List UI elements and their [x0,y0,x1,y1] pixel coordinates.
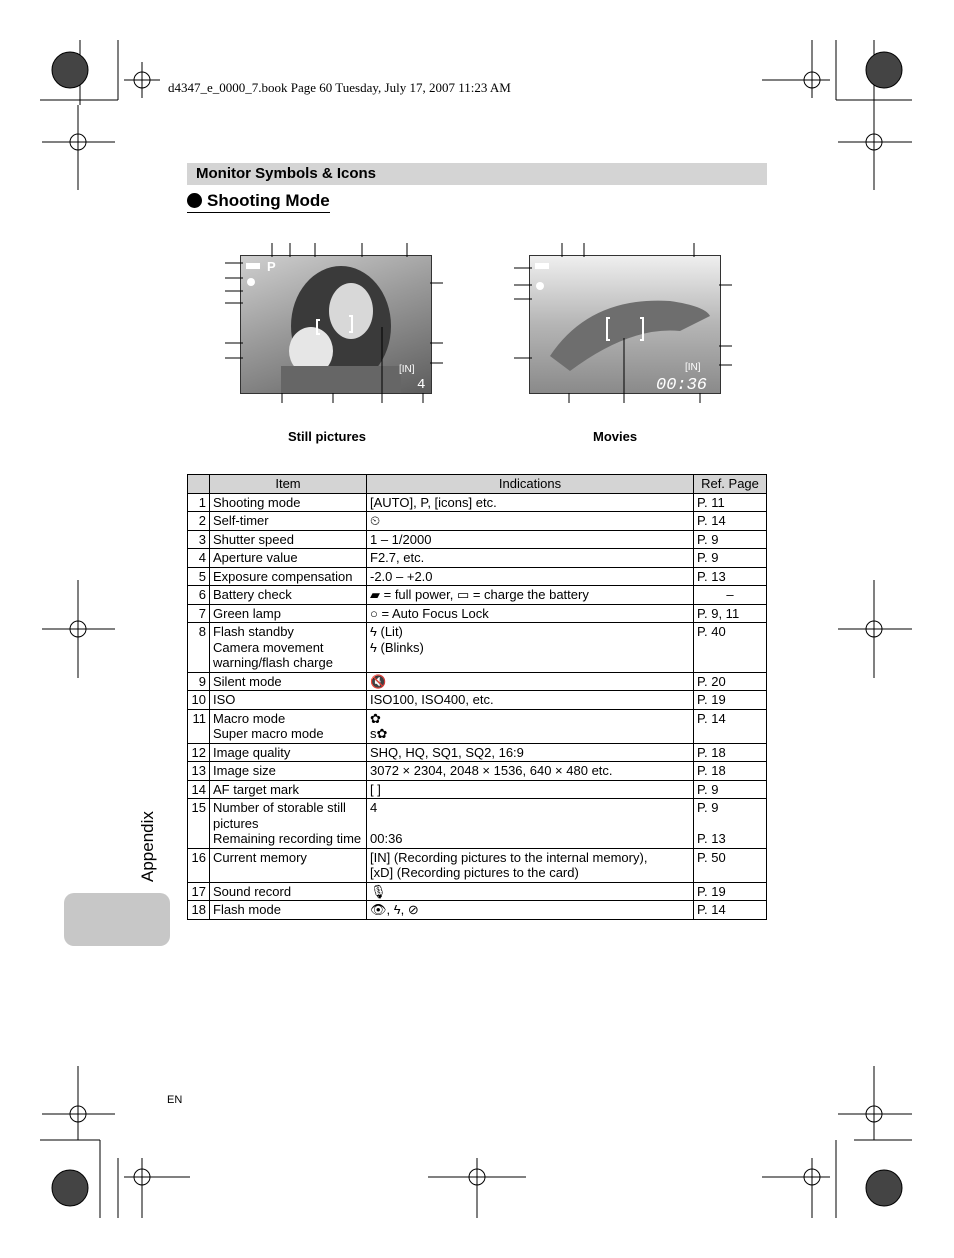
row-ref-page-line: P. 40 [697,624,726,639]
appendix-label: Appendix [138,811,157,882]
row-item-line: ISO [213,692,236,707]
row-item [210,512,367,531]
col-header-indications: Indications [367,475,694,494]
row-number: 18 [188,901,210,920]
row-item-line: AF target mark [213,781,299,797]
row-ref-page [694,780,767,799]
row-ref-page [694,493,767,512]
row-indications [367,672,694,691]
row-ref-page [694,743,767,762]
row-ref-page [694,709,767,743]
row-indications-line: [IN] (Recording pictures to the internal memory), [370,849,648,865]
row-indications [367,901,694,920]
row-indications [367,512,694,531]
language-marker: EN [167,1094,183,1106]
monitor-symbols-table [187,474,767,920]
row-indications [367,762,694,781]
row-indications-line: F2.7, etc. [370,550,425,565]
table-row [188,691,767,710]
row-item-line: Green lamp [213,605,281,621]
row-indications-line: ⏲ [370,513,381,528]
subsection-heading [187,191,330,213]
row-indications-line: s✿ [370,726,388,741]
row-item [210,549,367,568]
row-indications-line: SHQ, HQ, SQ1, SQ2, 16:9 [370,744,524,760]
row-indications-line: ○ = Auto Focus Lock [370,605,489,621]
row-indications [367,848,694,882]
row-ref-page [694,623,767,673]
col-header-number [188,475,210,494]
row-item-line: Camera movement [213,639,324,655]
row-number: 14 [188,780,210,799]
row-indications [367,530,694,549]
row-indications-line: -2.0 – +2.0 [370,568,433,584]
row-ref-page-line: P. 13 [697,568,726,584]
row-item [210,799,367,849]
row-number: 4 [188,549,210,568]
row-item-line: Flash standby [213,624,294,639]
table-row [188,901,767,920]
row-item-line: Battery check [213,587,292,602]
row-item [210,604,367,623]
row-item [210,493,367,512]
row-indications-line: ϟ (Lit) [370,624,403,639]
row-indications-line: ✿ [370,710,381,726]
row-indications [367,709,694,743]
row-item-line: Self-timer [213,513,269,528]
row-item-line: Aperture value [213,550,298,565]
table-row [188,780,767,799]
row-ref-page-line: P. 14 [697,710,726,726]
row-item [210,586,367,605]
row-indications [367,882,694,901]
row-item [210,882,367,901]
row-ref-page-line: P. 9 [697,800,719,815]
row-indications-line: [AUTO], P, [icons] etc. [370,494,497,510]
table-row [188,530,767,549]
row-item-line: Remaining recording time [213,831,362,846]
table-row [188,743,767,762]
row-indications [367,743,694,762]
table-row [188,762,767,781]
row-indications-line: ISO100, ISO400, etc. [370,692,494,707]
row-item-line: Exposure compensation [213,568,353,584]
col-header-ref-page: Ref. Page [694,475,767,494]
movie-callout-lines [514,243,744,403]
row-ref-page-line: P. 20 [697,673,726,689]
table-row [188,512,767,531]
row-item-line: Super macro mode [213,726,324,741]
row-indications [367,799,694,849]
row-number: 8 [188,623,210,673]
row-ref-page-line: P. 13 [697,831,726,846]
row-ref-page-line [697,816,763,832]
still-callout-lines [225,243,445,403]
row-ref-page [694,530,767,549]
row-ref-page-line: P. 14 [697,902,726,917]
row-item [210,709,367,743]
table-header-row [188,475,767,494]
row-item [210,672,367,691]
row-number: 2 [188,512,210,531]
row-ref-page-line: P. 18 [697,744,726,760]
row-indications [367,586,694,605]
row-indications-line: 00:36 [370,831,403,846]
row-ref-page [694,799,767,849]
row-ref-page [694,762,767,781]
col-header-item: Item [210,475,367,494]
row-ref-page-line: P. 9 [697,781,719,797]
row-ref-page [694,901,767,920]
svg-text:4: 4 [417,377,426,393]
row-item-line: Silent mode [213,673,282,689]
row-item [210,762,367,781]
row-number: 5 [188,567,210,586]
row-indications-line: 4 [370,800,378,815]
row-ref-page [694,586,767,605]
row-number: 17 [188,882,210,901]
row-ref-page-line: P. 9 [697,531,719,547]
bullet-icon [187,193,202,208]
row-indications-line: 👁, ϟ, ⊘ [370,902,419,917]
row-ref-page-line: P. 19 [697,883,726,899]
svg-text:[IN]: [IN] [399,364,415,375]
row-indications-line [370,816,690,832]
row-number: 13 [188,762,210,781]
section-header [187,163,767,185]
table-row [188,586,767,605]
row-item-line: Sound record [213,883,292,899]
svg-text:[IN]: [IN] [685,362,701,373]
svg-text:P: P [267,259,276,274]
row-item [210,901,367,920]
row-item [210,848,367,882]
row-ref-page-line: P. 18 [697,763,726,778]
row-item [210,530,367,549]
row-ref-page-line: P. 11 [697,494,725,510]
row-ref-page [694,604,767,623]
row-ref-page-line: – [726,587,734,602]
row-number: 10 [188,691,210,710]
row-item [210,743,367,762]
row-indications [367,493,694,512]
row-indications-line: ϟ (Blinks) [370,639,424,655]
table-row [188,493,767,512]
row-ref-page [694,567,767,586]
table-row [188,882,767,901]
section-title: Monitor Symbols & Icons [196,165,377,182]
still-pictures-caption: Still pictures [288,429,367,444]
row-indications-line: 🎙 [370,883,387,899]
print-header: d4347_e_0000_7.book Page 60 Tuesday, July 17, 2007 11:23 AM [168,80,511,95]
table-row [188,709,767,743]
row-ref-page [694,882,767,901]
table-row [188,549,767,568]
row-item-line: Macro mode [213,710,286,726]
row-item-line: Shooting mode [213,494,301,510]
row-item [210,623,367,673]
table-row [188,623,767,673]
row-indications [367,567,694,586]
row-indications-line: [xD] (Recording pictures to the card) [370,865,579,880]
row-item-line: Image size [213,763,276,778]
row-number: 15 [188,799,210,849]
row-indications-line: 3072 × 2304, 2048 × 1536, 640 × 480 etc. [370,763,613,778]
row-ref-page [694,672,767,691]
svg-text:00:36: 00:36 [656,376,708,393]
row-indications [367,549,694,568]
row-item-line: Shutter speed [213,531,294,547]
row-item-line: warning/flash charge [213,655,333,670]
row-ref-page-line: P. 50 [697,849,726,865]
row-number: 3 [188,530,210,549]
row-ref-page [694,549,767,568]
row-ref-page [694,691,767,710]
row-item-line: Number of storable still [213,800,346,815]
row-number: 12 [188,743,210,762]
row-number: 7 [188,604,210,623]
row-indications-line: 1 – 1/2000 [370,531,432,547]
row-item [210,780,367,799]
row-ref-page-line: P. 9 [697,550,719,565]
row-indications [367,691,694,710]
row-number: 1 [188,493,210,512]
row-indications [367,623,694,673]
row-indications-line: 🔇 [370,673,387,689]
row-item [210,567,367,586]
row-item-line: Image quality [213,744,291,760]
row-ref-page-line: P. 19 [697,692,726,707]
row-number: 11 [188,709,210,743]
row-indications-line: ▰ = full power, ▭ = charge the battery [370,587,589,602]
row-indications-line: [ ] [370,781,381,797]
row-ref-page [694,848,767,882]
appendix-side-tab [64,893,170,946]
table-row [188,848,767,882]
row-indications [367,780,694,799]
row-ref-page [694,512,767,531]
row-item-line: pictures [213,815,259,831]
row-ref-page-line: P. 9, 11 [697,605,740,621]
row-item-line: Current memory [213,849,307,865]
row-indications [367,604,694,623]
row-number: 16 [188,848,210,882]
row-number: 6 [188,586,210,605]
row-number: 9 [188,672,210,691]
movies-caption: Movies [593,429,638,444]
table-row [188,604,767,623]
subsection-title: Shooting Mode [207,191,330,210]
row-item [210,691,367,710]
row-ref-page-line: P. 14 [697,513,726,528]
table-row [188,567,767,586]
table-row [188,672,767,691]
table-row [188,799,767,849]
row-item-line: Flash mode [213,902,281,917]
